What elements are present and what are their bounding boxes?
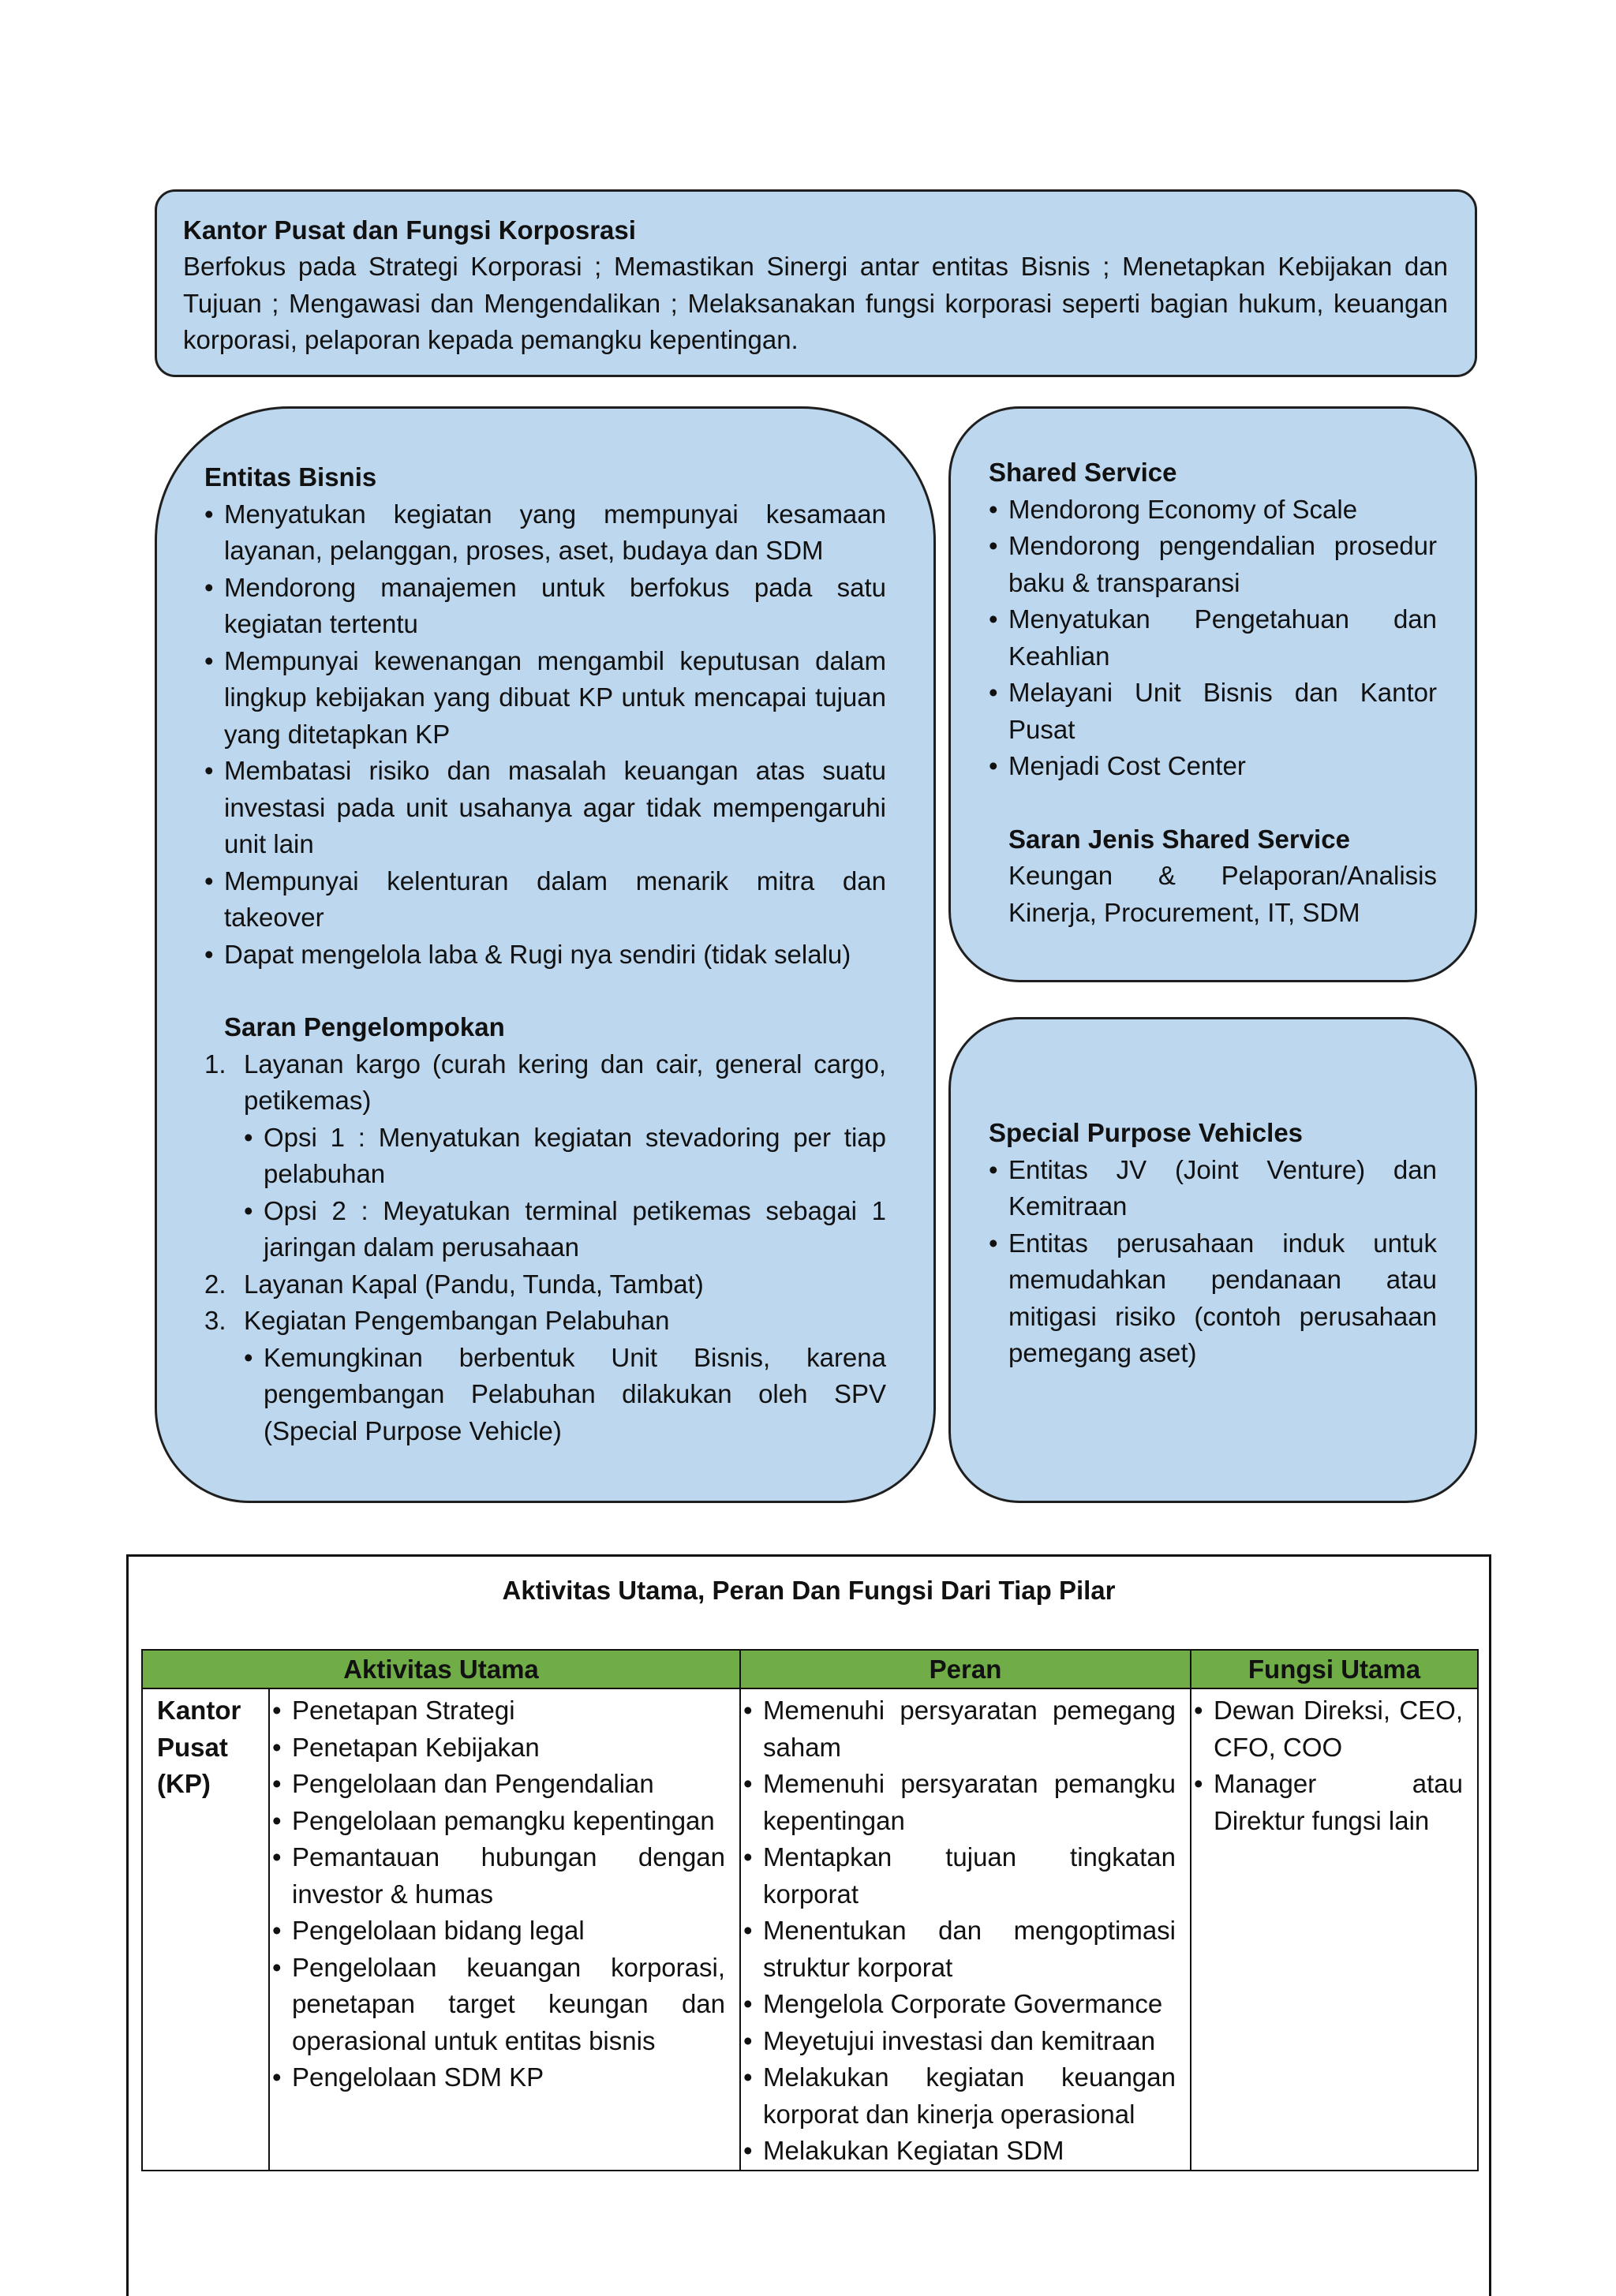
- peran-list: [743, 1692, 1176, 2170]
- cell-fungsi: [1191, 1688, 1478, 2171]
- pilar-table: [141, 1649, 1479, 2171]
- kantor-pusat-title: Kantor Pusat dan Fungsi Korposrasi: [183, 215, 636, 245]
- list-item: • Mendorong manajemen untuk berfokus pada satu kegiatan tertentu: [204, 570, 886, 643]
- list-item: • Penetapan Strategi: [272, 1692, 725, 1729]
- list-item: • Mempunyai kewenangan mengambil keputusan dalam lingkup kebijakan yang dibuat KP untuk mencapai tujuan yang ditetapkan KP: [204, 643, 886, 753]
- spv-box: [948, 1017, 1477, 1503]
- list-item: • Memenuhi persyaratan pemegang saham: [743, 1692, 1176, 1766]
- list-item: • Mengelola Corporate Govermance: [743, 1986, 1176, 2023]
- table-header-row: [142, 1650, 1478, 1688]
- cell-aktivitas: [269, 1688, 740, 2171]
- list-item: • Mempunyai kelenturan dalam menarik mitra dan takeover: [204, 863, 886, 937]
- list-item: [204, 1266, 886, 1303]
- list-item: • Entitas perusahaan induk untuk memudahkan pendanaan atau mitigasi risiko (contoh perusahaan pemegang aset): [989, 1225, 1437, 1372]
- list-item: • Dapat mengelola laba & Rugi nya sendiri (tidak selalu): [204, 937, 886, 974]
- list-item: • Melakukan kegiatan keuangan korporat dan kinerja operasional: [743, 2059, 1176, 2133]
- table-title: Aktivitas Utama, Peran Dan Fungsi Dari Tiap Pilar: [502, 1576, 1116, 1605]
- fungsi-list: [1194, 1692, 1463, 1839]
- table-row: [142, 1688, 1478, 2171]
- list-item: • Menentukan dan mengoptimasi struktur korporat: [743, 1913, 1176, 1986]
- list-item-text: Layanan Kapal (Pandu, Tunda, Tambat): [244, 1269, 704, 1299]
- list-item: • Menjadi Cost Center: [989, 748, 1437, 785]
- kantor-pusat-box: [155, 189, 1477, 377]
- list-item: • Pengelolaan pemangku kepentingan: [272, 1803, 725, 1840]
- list-number: 1.: [204, 1049, 226, 1079]
- sub-list-item: • Opsi 2 : Meyatukan terminal petikemas sebagai 1 jaringan dalam perusahaan: [244, 1193, 886, 1266]
- sub-list: [244, 1120, 886, 1266]
- list-item: • Mendorong Economy of Scale: [989, 492, 1437, 529]
- list-item-text: Kegiatan Pengembangan Pelabuhan: [244, 1306, 670, 1335]
- spv-list: [989, 1152, 1437, 1372]
- list-item: • Pengelolaan SDM KP: [272, 2059, 725, 2096]
- column-header-aktivitas: Aktivitas Utama: [142, 1650, 740, 1688]
- list-item-text: Layanan kargo (curah kering dan cair, general cargo, petikemas): [244, 1049, 886, 1115]
- column-header-peran: Peran: [740, 1650, 1191, 1688]
- list-item: • Mentapkan tujuan tingkatan korporat: [743, 1839, 1176, 1913]
- entitas-bisnis-title: Entitas Bisnis: [204, 462, 377, 492]
- list-item: • Melayani Unit Bisnis dan Kantor Pusat: [989, 675, 1437, 748]
- entitas-bisnis-list: [204, 496, 886, 974]
- list-item: • Menyatukan Pengetahuan dan Keahlian: [989, 601, 1437, 675]
- saran-shared-service-text: Keungan & Pelaporan/Analisis Kinerja, Procurement, IT, SDM: [1008, 861, 1437, 927]
- aktivitas-list: [272, 1692, 725, 2096]
- sub-list-item: • Kemungkinan berbentuk Unit Bisnis, karena pengembangan Pelabuhan dilakukan oleh SPV (Special Purpose Vehicle): [244, 1340, 886, 1450]
- saran-shared-service-title: Saran Jenis Shared Service: [1008, 824, 1350, 854]
- list-number: 3.: [204, 1306, 226, 1335]
- kantor-pusat-text: Berfokus pada Strategi Korporasi ; Memastikan Sinergi antar entitas Bisnis ; Menetapkan Kebijakan dan Tujuan ; Mengawasi dan Mengendalikan ; Melaksanakan fungsi korporasi seperti bagian hukum, keuangan korporasi, pelaporan kepada pemangku kepentingan.: [183, 252, 1448, 354]
- list-item: • Meyetujui investasi dan kemitraan: [743, 2023, 1176, 2060]
- shared-service-title: Shared Service: [989, 458, 1177, 487]
- list-item: • Mendorong pengendalian prosedur baku & transparansi: [989, 528, 1437, 601]
- list-item: • Membatasi risiko dan masalah keuangan atas suatu investasi pada unit usahanya agar tidak mempengaruhi unit lain: [204, 753, 886, 863]
- list-item: • Penetapan Kebijakan: [272, 1729, 725, 1767]
- pilar-table-frame: [126, 1554, 1491, 2296]
- list-item: [204, 1046, 886, 1266]
- cell-peran: [740, 1688, 1191, 2171]
- shared-service-list: [989, 492, 1437, 785]
- list-item: • Pengelolaan bidang legal: [272, 1913, 725, 1950]
- list-item: • Pengelolaan dan Pengendalian: [272, 1766, 725, 1803]
- saran-pengelompokan-title: Saran Pengelompokan: [224, 1012, 505, 1041]
- list-item: [204, 1303, 886, 1449]
- list-item: • Menyatukan kegiatan yang mempunyai kesamaan layanan, pelanggan, proses, aset, budaya dan SDM: [204, 496, 886, 570]
- list-item: • Memenuhi persyaratan pemangku kepentingan: [743, 1766, 1176, 1839]
- shared-service-box: [948, 406, 1477, 982]
- list-item: • Pemantauan hubungan dengan investor & humas: [272, 1839, 725, 1913]
- column-header-fungsi: Fungsi Utama: [1191, 1650, 1478, 1688]
- spv-title: Special Purpose Vehicles: [989, 1118, 1304, 1147]
- list-item: • Melakukan Kegiatan SDM: [743, 2133, 1176, 2170]
- sub-list-item: • Opsi 1 : Menyatukan kegiatan stevadoring per tiap pelabuhan: [244, 1120, 886, 1193]
- list-number: 2.: [204, 1269, 226, 1299]
- list-item: • Manager atau Direktur fungsi lain: [1194, 1766, 1463, 1839]
- row-label: Kantor Pusat (KP): [142, 1688, 269, 2171]
- sub-list: [244, 1340, 886, 1450]
- list-item: • Dewan Direksi, CEO, CFO, COO: [1194, 1692, 1463, 1766]
- list-item: • Pengelolaan keuangan korporasi, penetapan target keungan dan operasional untuk entitas bisnis: [272, 1950, 725, 2060]
- saran-pengelompokan-list: [204, 1046, 886, 1450]
- entitas-bisnis-box: [155, 406, 936, 1503]
- list-item: • Entitas JV (Joint Venture) dan Kemitraan: [989, 1152, 1437, 1225]
